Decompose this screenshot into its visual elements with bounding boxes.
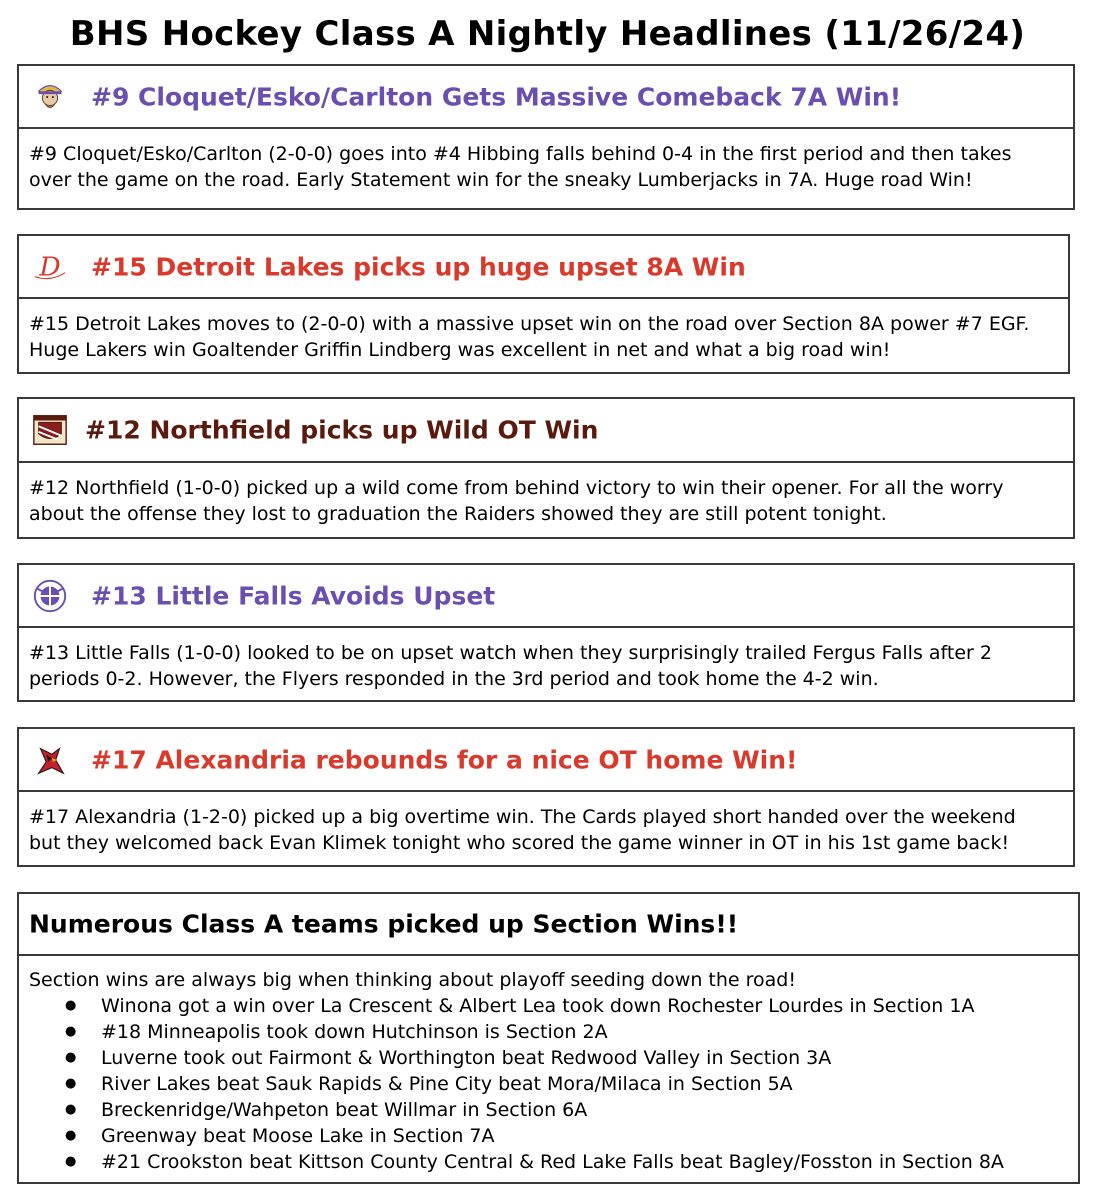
story-card-little-falls — [17, 563, 1075, 702]
story-card-detroit-lakes — [17, 234, 1070, 374]
list-item-text: Luverne took out Fairmont & Worthington beat Redwood Valley in Section 3A — [101, 1047, 832, 1069]
story-headline: #15 Detroit Lakes picks up huge upset 8A Win — [91, 252, 746, 281]
story-header — [19, 729, 1073, 792]
section-wins-header — [19, 894, 1078, 956]
bullet: ● — [65, 1024, 77, 1039]
story-header — [19, 399, 1073, 463]
story-text-line: #17 Alexandria (1-2-0) picked up a big overtime win. The Cards played short handed over the weekend — [29, 806, 1016, 828]
list-item-text: #21 Crookston beat Kittson County Central & Red Lake Falls beat Bagley/Fosston in Section 8A — [101, 1151, 1004, 1173]
list-item — [65, 1123, 1068, 1149]
story-body — [19, 792, 1073, 856]
story-headline: #12 Northfield picks up Wild OT Win — [85, 415, 599, 445]
story-headline: #17 Alexandria rebounds for a nice OT home Win! — [91, 745, 798, 774]
story-text-line: but they welcomed back Evan Klimek tonight who scored the game winner in OT in his 1st game back! — [29, 832, 1010, 854]
story-body — [19, 299, 1068, 363]
section-wins-body — [19, 956, 1078, 1175]
list-item-text: Greenway beat Moose Lake in Section 7A — [101, 1125, 495, 1147]
story-body — [19, 463, 1073, 527]
story-headline: #13 Little Falls Avoids Upset — [91, 581, 496, 610]
lumberjack-logo-icon — [31, 78, 69, 116]
story-text-line: about the offense they lost to graduation the Raiders showed they are still potent tonight. — [29, 503, 887, 525]
northfield-shield-logo-icon — [31, 411, 69, 449]
list-item-text: #18 Minneapolis took down Hutchinson is Section 2A — [101, 1021, 608, 1043]
list-item — [65, 1149, 1068, 1175]
bullet: ● — [65, 1076, 77, 1091]
story-body — [19, 628, 1073, 692]
story-card-northfield — [17, 397, 1075, 539]
bullet: ● — [65, 998, 77, 1013]
story-text-line: over the game on the road. Early Statement win for the sneaky Lumberjacks in 7A. Huge road Win! — [29, 169, 973, 191]
list-item — [65, 1097, 1068, 1123]
bullet: ● — [65, 1154, 77, 1169]
list-item — [65, 1019, 1068, 1045]
list-item — [65, 993, 1068, 1019]
story-body — [19, 129, 1073, 193]
story-headline: #9 Cloquet/Esko/Carlton Gets Massive Comeback 7A Win! — [91, 82, 902, 111]
svg-text:D: D — [39, 251, 61, 283]
section-wins-headline: Numerous Class A teams picked up Section Wins!! — [29, 909, 739, 939]
story-text-line: #13 Little Falls (1-0-0) looked to be on upset watch when they surprisingly trailed Fergus Falls after 2 — [29, 642, 992, 664]
detroit-lakes-d-logo-icon — [31, 248, 69, 286]
story-card-alexandria — [17, 727, 1075, 867]
story-text-line: #12 Northfield (1-0-0) picked up a wild come from behind victory to win their opener. For all the worry — [29, 477, 1004, 499]
list-item-text: Breckenridge/Wahpeton beat Willmar in Section 6A — [101, 1099, 588, 1121]
bullet: ● — [65, 1102, 77, 1117]
story-header — [19, 236, 1068, 299]
page-title: BHS Hockey Class A Nightly Headlines (11/26/24) — [69, 14, 1026, 54]
little-falls-flyers-logo-icon — [31, 577, 69, 615]
list-item — [65, 1071, 1068, 1097]
story-text-line: #9 Cloquet/Esko/Carlton (2-0-0) goes into #4 Hibbing falls behind 0-4 in the first period and then takes — [29, 143, 1012, 165]
story-card-cloquet — [17, 64, 1075, 210]
section-wins-intro: Section wins are always big when thinking about playoff seeding down the road! — [29, 969, 796, 991]
list-item-text: Winona got a win over La Crescent & Albert Lea took down Rochester Lourdes in Section 1A — [101, 995, 975, 1017]
section-wins-list — [29, 993, 1068, 1175]
list-item — [65, 1045, 1068, 1071]
story-text-line: #15 Detroit Lakes moves to (2-0-0) with a massive upset win on the road over Section 8A power #7 EGF. — [29, 313, 1030, 335]
story-header — [19, 66, 1073, 129]
bullet: ● — [65, 1128, 77, 1143]
story-header — [19, 565, 1073, 628]
cardinal-logo-icon — [31, 741, 69, 779]
bullet: ● — [65, 1050, 77, 1065]
story-text-line: Huge Lakers win Goaltender Griffin Lindberg was excellent in net and what a big road win! — [29, 339, 891, 361]
list-item-text: River Lakes beat Sauk Rapids & Pine City beat Mora/Milaca in Section 5A — [101, 1073, 793, 1095]
story-text-line: periods 0-2. However, the Flyers responded in the 3rd period and took home the 4-2 win. — [29, 668, 879, 690]
section-wins-card — [17, 892, 1080, 1184]
